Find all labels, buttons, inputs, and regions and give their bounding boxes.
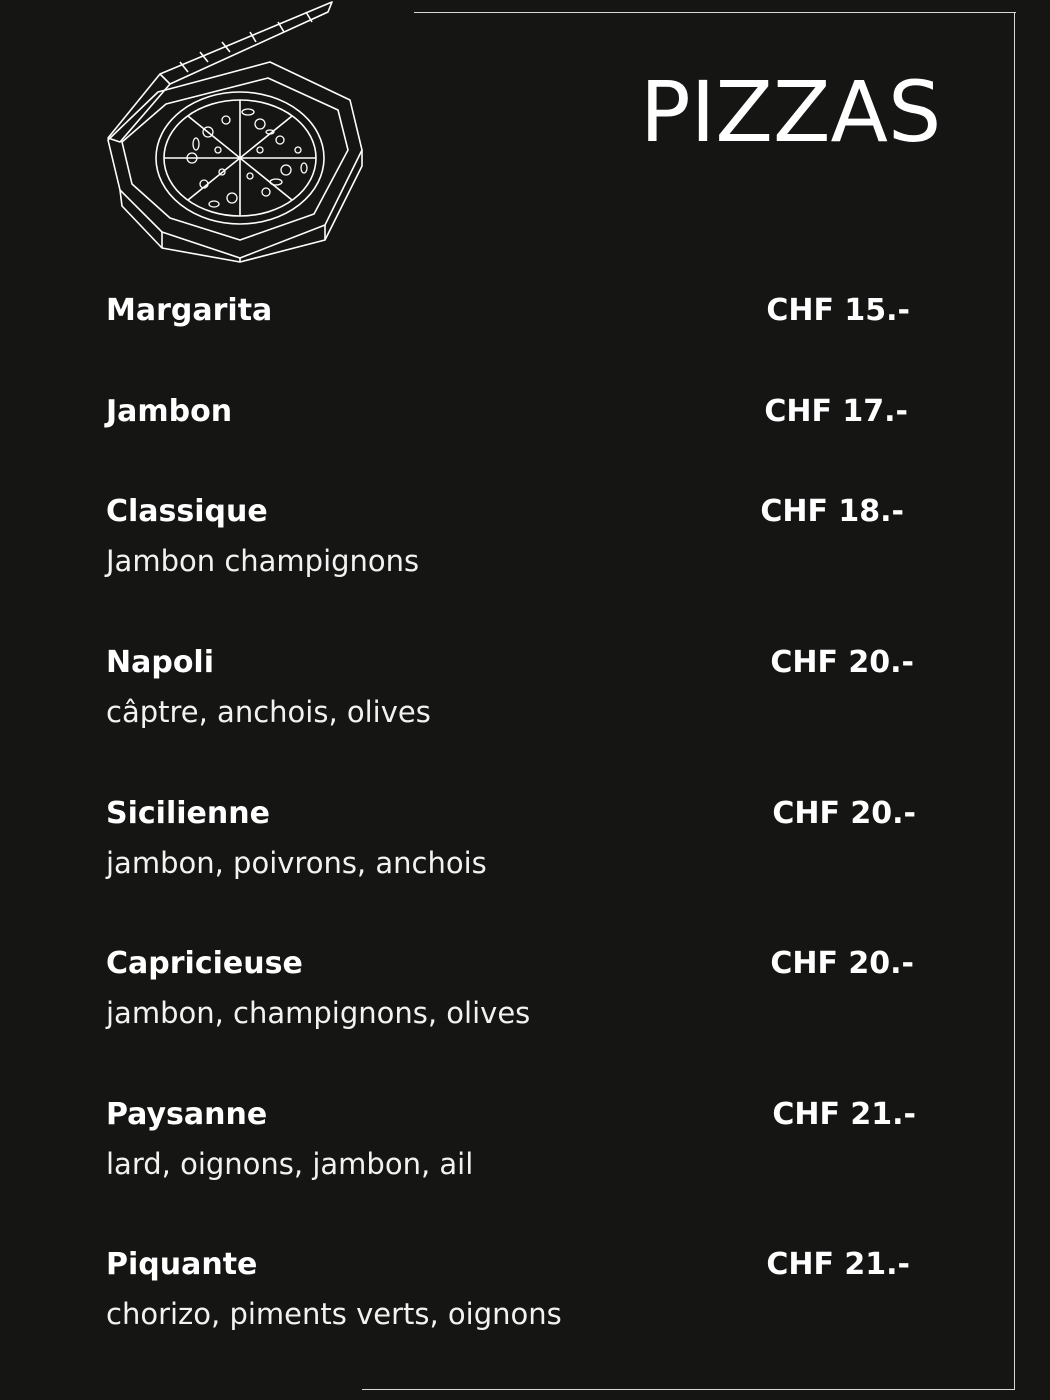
pizza-box-icon (100, 0, 370, 265)
item-price: CHF 21.- (772, 1097, 916, 1132)
item-name: Capricieuse (106, 946, 303, 981)
item-description: jambon, poivrons, anchois (106, 846, 487, 880)
item-price: CHF 15.- (766, 293, 910, 328)
item-name: Piquante (106, 1247, 258, 1282)
item-price: CHF 21.- (766, 1247, 910, 1282)
item-price: CHF 18.- (760, 494, 904, 529)
item-name: Paysanne (106, 1097, 268, 1132)
frame-bottom-line (362, 1389, 1015, 1390)
item-price: CHF 17.- (764, 394, 908, 429)
frame-top-line (414, 12, 1016, 13)
item-description: Jambon champignons (106, 544, 420, 578)
item-description: chorizo, piments verts, oignons (106, 1297, 562, 1331)
menu-title: PIZZAS (640, 63, 942, 161)
item-price: CHF 20.- (770, 645, 914, 680)
item-description: jambon, champignons, olives (106, 996, 531, 1030)
item-price: CHF 20.- (770, 946, 914, 981)
item-name: Jambon (106, 394, 233, 429)
item-name: Sicilienne (106, 796, 270, 831)
item-name: Classique (106, 494, 268, 529)
item-description: câptre, anchois, olives (106, 695, 431, 729)
item-name: Margarita (106, 293, 273, 328)
frame-right-line (1014, 12, 1015, 1390)
item-description: lard, oignons, jambon, ail (106, 1147, 474, 1181)
item-price: CHF 20.- (772, 796, 916, 831)
item-name: Napoli (106, 645, 215, 680)
